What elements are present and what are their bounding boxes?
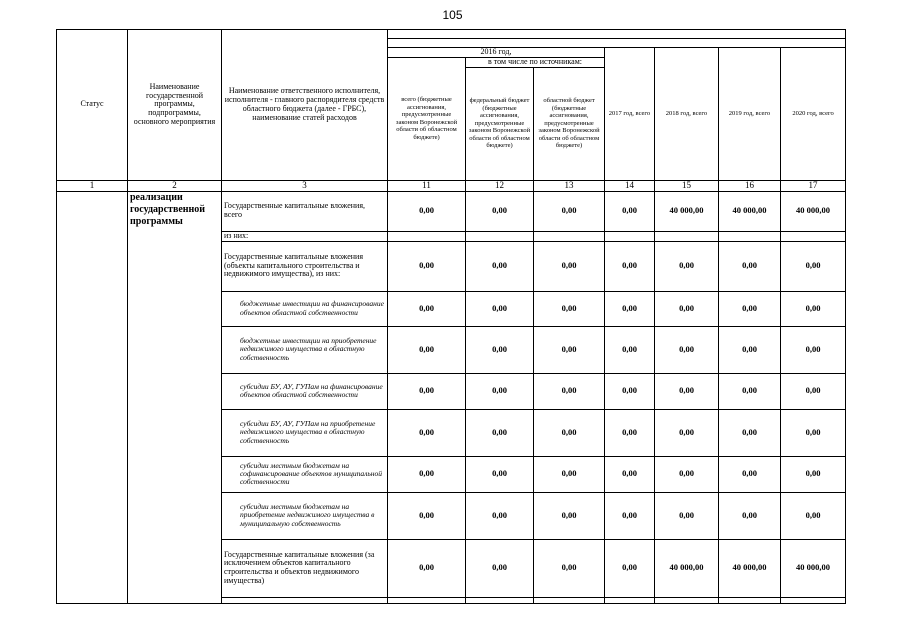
value-cell: 0,00	[719, 241, 781, 291]
value-cell: 0,00	[605, 409, 655, 456]
header-status: Статус	[57, 30, 128, 181]
header-2018: 2018 год, всего	[655, 48, 719, 181]
header-executor: Наименование ответственного исполнителя, исполнителя - главного распорядителя средств областного бюджета (далее - ГРБС), наименование статей расходов	[222, 30, 388, 181]
value-cell: 0,00	[466, 492, 534, 539]
value-cell: 0,00	[781, 492, 846, 539]
value-cell: 0,00	[534, 191, 605, 231]
value-cell: 0,00	[655, 456, 719, 492]
colnum: 11	[388, 180, 466, 191]
row-name: бюджетные инвестиции на приобретение недвижимого имущества в областную собственность	[222, 326, 388, 373]
row-name: из них:	[222, 231, 388, 241]
value-cell: 0,00	[655, 373, 719, 409]
table-row	[57, 191, 846, 231]
value-cell: 40 000,00	[781, 191, 846, 231]
header-blank-cell	[388, 39, 846, 48]
value-cell: 0,00	[719, 291, 781, 326]
value-cell: 0,00	[466, 373, 534, 409]
value-cell: 0,00	[388, 492, 466, 539]
value-cell: 0,00	[605, 492, 655, 539]
value-cell: 40 000,00	[719, 191, 781, 231]
value-cell: 0,00	[781, 291, 846, 326]
value-cell: 0,00	[781, 373, 846, 409]
value-cell: 0,00	[719, 456, 781, 492]
header-2017: 2017 год, всего	[605, 48, 655, 181]
value-cell: 0,00	[388, 191, 466, 231]
header-total: всего (бюджетные ассигнования, предусмотренные законом Воронежской области об областном бюджете)	[388, 57, 466, 180]
value-cell: 0,00	[781, 409, 846, 456]
value-cell: 0,00	[605, 291, 655, 326]
value-cell: 40 000,00	[655, 191, 719, 231]
value-cell: 0,00	[388, 373, 466, 409]
value-cell: 0,00	[534, 492, 605, 539]
value-cell: 0,00	[605, 326, 655, 373]
value-cell: 0,00	[466, 539, 534, 597]
value-cell: 0,00	[534, 409, 605, 456]
row-name: Государственные капитальные вложения, всего	[222, 191, 388, 231]
row-name: субсидии местным бюджетам на приобретение недвижимого имущества в муниципальную собственность	[222, 492, 388, 539]
value-cell: 0,00	[719, 373, 781, 409]
colnum: 14	[605, 180, 655, 191]
value-cell: 0,00	[466, 291, 534, 326]
header-blank-row-1	[57, 30, 846, 39]
value-cell: 0,00	[534, 539, 605, 597]
row-name: бюджетные инвестиции на финансирование объектов областной собственности	[222, 291, 388, 326]
value-cell: 0,00	[388, 409, 466, 456]
value-cell: 0,00	[388, 291, 466, 326]
column-numbers-row	[57, 180, 846, 191]
value-cell: 0,00	[605, 241, 655, 291]
value-cell: 0,00	[655, 409, 719, 456]
value-cell: 0,00	[605, 191, 655, 231]
colnum: 16	[719, 180, 781, 191]
page-number: 105	[442, 8, 463, 22]
header-blank-cell	[388, 30, 846, 39]
header-2016: 2016 год,	[388, 48, 605, 58]
row-name: субсидии БУ, АУ, ГУПам на приобретение недвижимого имущества в областную собственность	[222, 409, 388, 456]
value-cell: 0,00	[534, 326, 605, 373]
value-cell: 0,00	[719, 492, 781, 539]
value-cell: 0,00	[781, 326, 846, 373]
value-cell: 0,00	[605, 373, 655, 409]
value-cell: 0,00	[466, 326, 534, 373]
value-cell: 0,00	[719, 409, 781, 456]
value-cell: 0,00	[534, 373, 605, 409]
value-cell: 0,00	[388, 456, 466, 492]
value-cell: 0,00	[605, 456, 655, 492]
header-federal: федеральный бюджет (бюджетные ассигнования, предусмотренные законом Воронежской области об областном бюджете)	[466, 67, 534, 180]
value-cell: 0,00	[466, 191, 534, 231]
value-cell: 0,00	[655, 326, 719, 373]
row-name: Государственные капитальные вложения (объекты капитального строительства и недвижимого имущества), из них:	[222, 241, 388, 291]
header-regional: областной бюджет (бюджетные ассигнования, предусмотренные законом Воронежской области об областном бюджете)	[534, 67, 605, 180]
program-name: реализации государственной программы	[128, 191, 222, 603]
value-cell: 0,00	[388, 326, 466, 373]
value-cell: 0,00	[655, 291, 719, 326]
value-cell: 0,00	[605, 539, 655, 597]
value-cell: 0,00	[388, 539, 466, 597]
colnum: 13	[534, 180, 605, 191]
value-cell: 0,00	[466, 241, 534, 291]
colnum: 17	[781, 180, 846, 191]
row-name: Государственные капитальные вложения (за исключением объектов капитального строительства и объектов недвижимого имущества)	[222, 539, 388, 597]
row-name: субсидии местным бюджетам на софинансирование объектов муниципальной собственности	[222, 456, 388, 492]
colnum: 1	[57, 180, 128, 191]
value-cell: 0,00	[534, 291, 605, 326]
value-cell: 40 000,00	[719, 539, 781, 597]
budget-table	[56, 29, 846, 604]
value-cell: 0,00	[466, 456, 534, 492]
value-cell: 0,00	[719, 326, 781, 373]
value-cell: 40 000,00	[781, 539, 846, 597]
value-cell: 0,00	[781, 241, 846, 291]
row-name: субсидии БУ, АУ, ГУПам на финансирование объектов областной собственности	[222, 373, 388, 409]
colnum: 15	[655, 180, 719, 191]
colnum: 12	[466, 180, 534, 191]
header-2019: 2019 год, всего	[719, 48, 781, 181]
status-cell	[57, 191, 128, 603]
value-cell: 0,00	[534, 456, 605, 492]
value-cell: 0,00	[466, 409, 534, 456]
header-program: Наименование государственной программы, подпрограммы, основного мероприятия	[128, 30, 222, 181]
value-cell: 0,00	[655, 241, 719, 291]
value-cell: 0,00	[388, 241, 466, 291]
value-cell: 40 000,00	[655, 539, 719, 597]
colnum: 3	[222, 180, 388, 191]
value-cell: 0,00	[655, 492, 719, 539]
header-2020: 2020 год, всего	[781, 48, 846, 181]
header-sources: в том числе по источникам:	[466, 57, 605, 67]
value-cell: 0,00	[534, 241, 605, 291]
value-cell: 0,00	[781, 456, 846, 492]
colnum: 2	[128, 180, 222, 191]
